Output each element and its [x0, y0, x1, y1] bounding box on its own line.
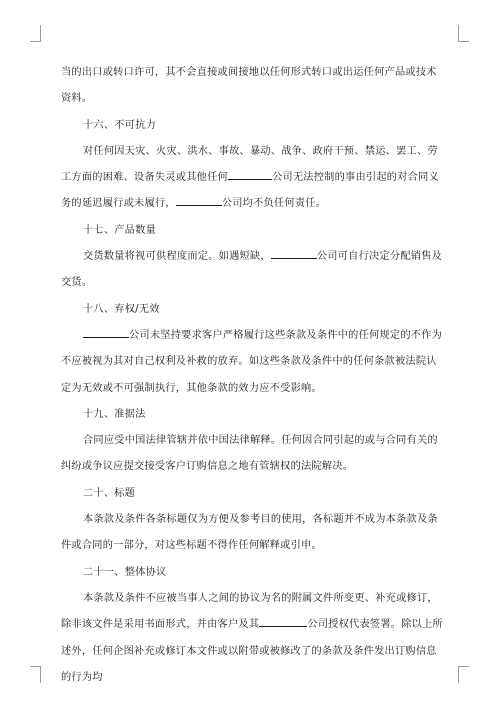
blank-line — [176, 196, 222, 206]
text-segment: 交货数量将视可供程度而定。如遇短缺， — [83, 251, 271, 263]
text-segment: 公司可自行决定分配销售及交货。 — [61, 251, 443, 289]
paragraph-force-majeure — [61, 139, 443, 218]
paragraph-entire-agreement — [61, 586, 443, 691]
text-segment: 公司均不负任何责任。 — [221, 198, 327, 210]
blank-line — [259, 617, 307, 627]
section-heading-16: 十六、不可抗力 — [83, 119, 157, 131]
section-heading-18: 十八、弃权/无效 — [83, 303, 160, 315]
document-body — [61, 60, 443, 691]
section-heading-20: 二十、标题 — [83, 487, 136, 499]
text-segment: 对任何因天灾、火灾、洪水、事故、暴动、战争、政府干预、禁运、罢工、劳工方面的困难、设备失灵或其他任何 — [61, 145, 438, 184]
text-segment: 本条款及条件不应被当事人之间的协议为名的附属文件所变更、补充或修订，除非该文件是采用书面形式，并由客户及其 — [61, 592, 438, 631]
crop-mark-bottom-right — [458, 666, 469, 683]
blank-line — [83, 328, 129, 338]
blank-line — [228, 170, 272, 180]
section-heading-17: 十七、产品数量 — [83, 224, 157, 236]
section-heading-19: 十九、准据法 — [83, 408, 146, 420]
crop-mark-top-left — [30, 25, 41, 42]
text-segment: 公司无法控制的事由引起的对合同义务的延迟履行或未履行， — [61, 172, 439, 210]
paragraph-governing-law: 合同应受中国法律管辖并依中国法律解释。任何因合同引起的或与合同有关的纠纷或争议应提交接受客户订购信息之地有管辖权的法院解决。 — [61, 435, 438, 473]
crop-mark-top-right — [458, 25, 469, 42]
crop-mark-bottom-left — [30, 666, 41, 683]
paragraph-export-continued: 当的出口或转口许可，其不会直接或间接地以任何形式转口或出运任何产品或技术资料。 — [61, 67, 437, 105]
section-heading-21: 二十一、整体协议 — [83, 566, 167, 578]
paragraph-waiver — [61, 323, 443, 402]
paragraph-headings: 本条款及条件各条标题仅为方便及参考目的使用，各标题并不成为本条款及条件或合同的一部分，对这些标题不得作任何解释或引申。 — [61, 514, 438, 552]
text-segment: 公司授权代表签署。除以上所述外，任何企图补充或修订本文件或以附带或被修改了的条款及条件发出订购信息的行为均 — [61, 619, 443, 683]
text-segment: 公司未坚持要求客户严格履行这些条款及条件中的任何规定的不作为不应被视为其对自己权利及补救的放弃。如这些条款及条件中的任何条款被法院认定为无效或不可强制执行，其他条款的效力应不受影响。 — [61, 329, 443, 394]
paragraph-product-quantity — [61, 244, 443, 297]
blank-line — [271, 249, 317, 259]
